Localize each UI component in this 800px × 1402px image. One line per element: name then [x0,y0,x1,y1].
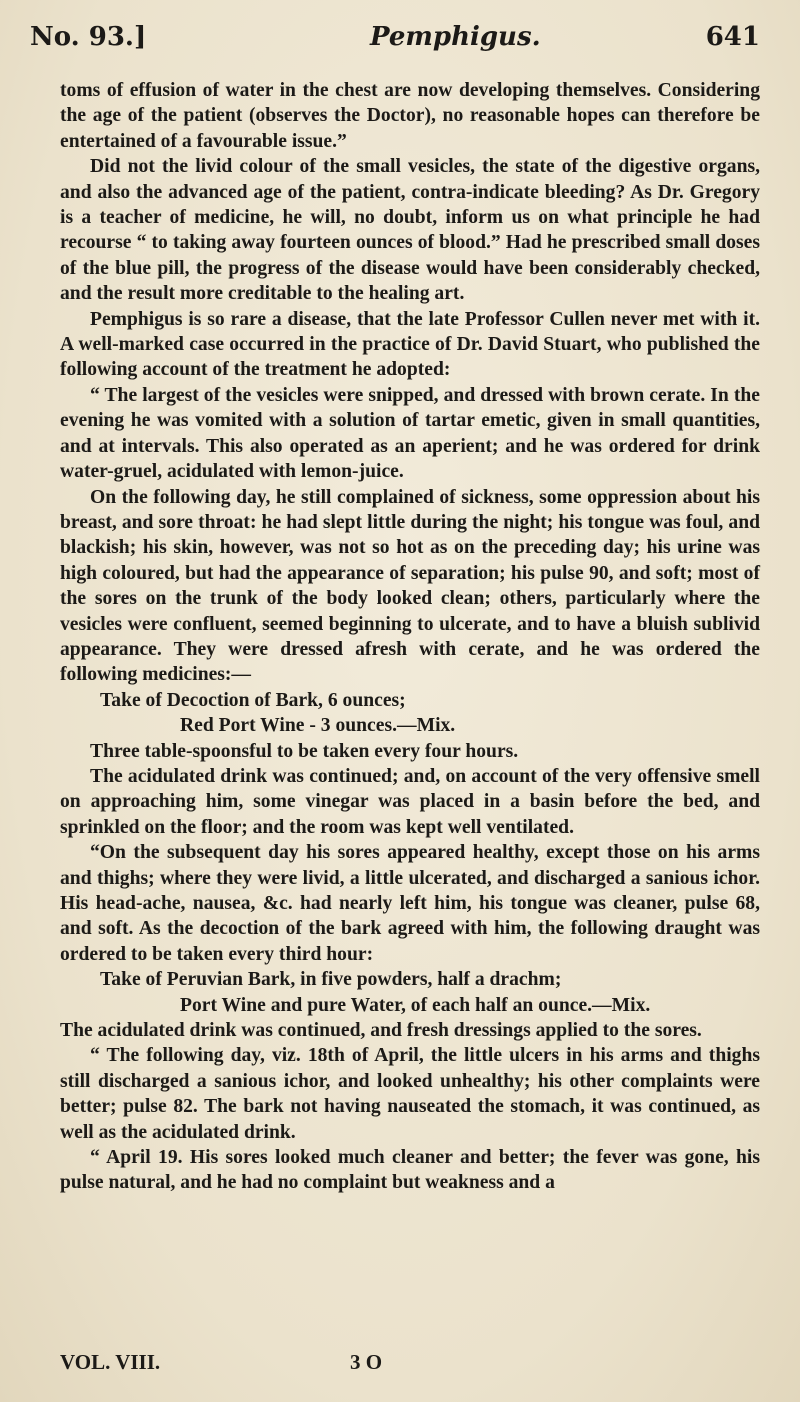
volume-label: VOL. VIII. [60,1350,161,1374]
running-header [30,22,760,62]
body-text [60,78,760,1196]
paragraph: Pemphigus is so rare a disease, that the late Professor Cullen never met with it. A well-marked case occurred in the practice of Dr. David Stuart, who published the following account of the treatment he adopted: [60,308,760,381]
prescription-line: Port Wine and pure Water, of each half an ounce.—Mix. [180,994,651,1016]
signature-mark: 3 O [350,1350,383,1374]
paragraph: toms of effusion of water in the chest are now developing themselves. Considering the age of the patient (observes the Doctor), no reasonable hopes can therefore be entertained of a favourable issue.” [60,80,760,152]
prescription-line: Red Port Wine - 3 ounces.—Mix. [180,715,456,737]
page-footer [60,1350,760,1380]
paragraph: Did not the livid colour of the small vesicles, the state of the digestive organs, and also the advanced age of the patient, contra-indicate bleeding? As Dr. Gregory is a teacher of medicine, he will, no doubt, inform us on what principle he had recourse “ to taking away fourteen ounces of blood.” Had he prescribed small doses of the blue pill, the progress of the disease would have been considerably checked, and the result more creditable to the healing art. [60,156,760,305]
paragraph: The acidulated drink was continued, and fresh dressings applied to the sores. [60,1020,702,1042]
paragraph: “ April 19. His sores looked much cleaner and better; the fever was gone, his pulse natural, and he had no complaint but weakness and a [60,1147,760,1194]
paragraph: Three table-spoonsful to be taken every four hours. [90,740,519,762]
paragraph: “ The largest of the vesicles were snipped, and dressed with brown cerate. In the evening he was vomited with a solution of tartar emetic, given in small quantities, and at intervals. This also operated as an aperient; and he was ordered for drink water-gruel, acidulated with lemon-juice. [60,384,760,483]
issue-number: No. 93.] [30,22,147,52]
paragraph: On the following day, he still complained of sickness, some oppression about his breast, and sore throat: he had slept little during the night; his tongue was foul, and blackish; his skin, however, was not so hot as on the preceding day; his urine was high coloured, but had the appearance of separation; his pulse 90, and soft; most of the sores on the trunk of the body looked clean; others, particularly where the vesicles were confluent, seemed beginning to ulcerate, and to have a bluish sublivid appearance. They were dressed afresh with cerate, and he was ordered the following medicines:— [60,486,760,686]
prescription-line: Take of Peruvian Bark, in five powders, half a drachm; [100,969,562,991]
paragraph: The acidulated drink was continued; and, on account of the very offensive smell on approaching him, some vinegar was placed in a basin before the bed, and sprinkled on the floor; and the room was kept well ventilated. [60,765,760,838]
paragraph: “ The following day, viz. 18th of April, the little ulcers in his arms and thighs still discharged a sanious ichor, and looked unhealthy; his other complaints were better; pulse 82. The bark not having nauseated the stomach, it was continued, as well as the acidulated drink. [60,1045,760,1143]
running-title: Pemphigus. [370,22,541,52]
prescription-line: Take of Decoction of Bark, 6 ounces; [100,689,406,711]
paragraph: “On the subsequent day his sores appeared healthy, except those on his arms and thighs; where they were livid, a little ulcerated, and discharged a sanious ichor. His head-ache, nausea, &c. had nearly left him, his tongue was cleaner, pulse 68, and soft. As the decoction of the bark agreed with him, the following draught was ordered to be taken every third hour: [60,842,760,965]
page-number: 641 [705,22,760,52]
